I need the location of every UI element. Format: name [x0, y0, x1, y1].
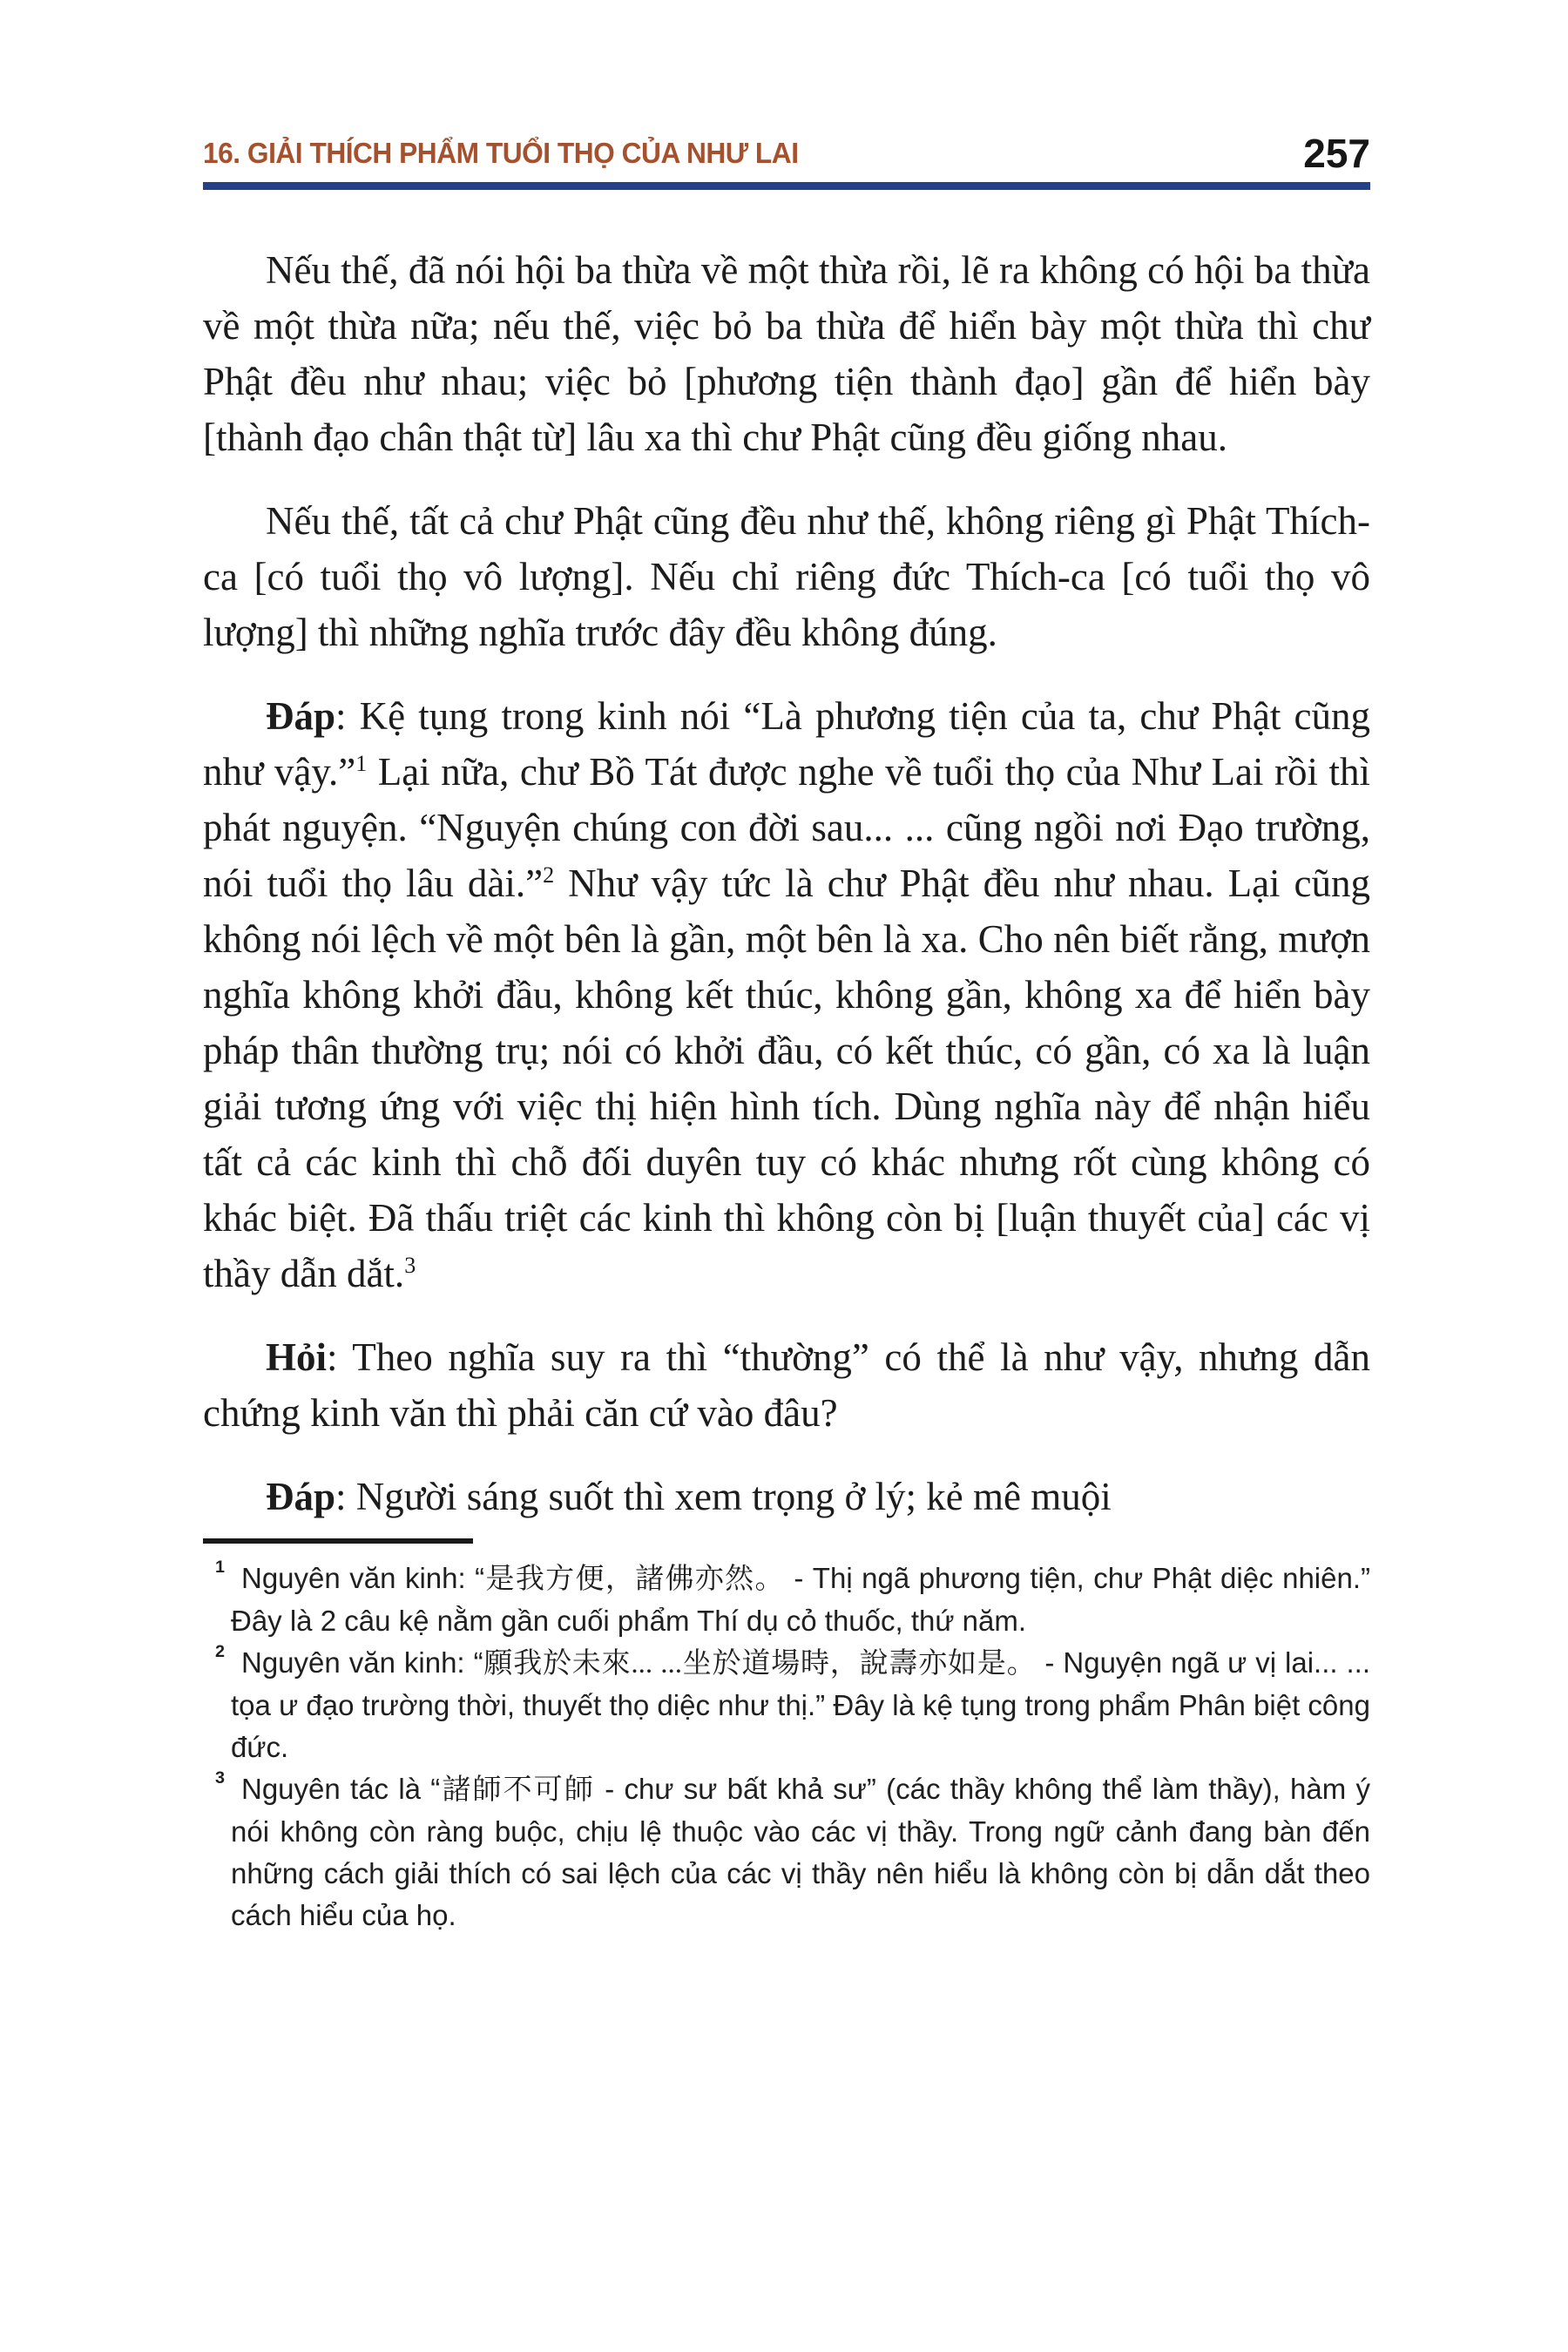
lead-word: Đáp	[266, 694, 336, 738]
header-rule	[203, 182, 1370, 190]
footnote-marker: 3	[215, 1768, 226, 1788]
chinese-citation: 是我方便，諸佛亦然。	[484, 1564, 785, 1595]
footnote-reference: 3	[404, 1253, 416, 1278]
footnote-marker: 2	[215, 1642, 226, 1661]
chinese-citation: 諸師不可師	[440, 1774, 595, 1806]
running-header-title: 16. GIẢI THÍCH PHẨM TUỔI THỌ CỦA NHƯ LAI	[203, 137, 799, 169]
footnote: 3 Nguyên tác là “諸師不可師 - chư sư bất khả sư” (các thầy không thể làm thầy), hàm ý nói không còn ràng buộc, chịu lệ thuộc vào các vị thầy. Trong ngữ cảnh đang bàn đến những cách giải thích có sai lệch của các vị thầy nên hiểu là không còn bị dẫn dắt theo cách hiểu của họ.	[203, 1768, 1370, 1936]
paragraph: Đáp: Người sáng suốt thì xem trọng ở lý; kẻ mê muội	[266, 1475, 1112, 1518]
footnote-separator-rule	[203, 1538, 473, 1544]
footnote: 1 Nguyên văn kinh: “是我方便，諸佛亦然。 - Thị ngã phương tiện, chư Phật diệc nhiên.” Đây là 2 câu kệ nằm gần cuối phẩm Thí dụ cỏ thuốc, thứ năm.	[203, 1558, 1370, 1642]
footnote-marker: 1	[215, 1558, 226, 1577]
paragraph: Hỏi: Theo nghĩa suy ra thì “thường” có thể là như vậy, nhưng dẫn chứng kinh văn thì phải căn cứ vào đâu?	[203, 1335, 1370, 1435]
footnote-reference: 2	[543, 862, 555, 888]
lead-word: Hỏi	[266, 1335, 328, 1379]
footnotes	[203, 1558, 1370, 1936]
paragraph: Nếu thế, đã nói hội ba thừa về một thừa rồi, lẽ ra không có hội ba thừa về một thừa nữa; nếu thế, việc bỏ ba thừa để hiển bày một thừa thì chư Phật đều như nhau; việc bỏ [phương tiện thành đạo] gần để hiển bày [thành đạo chân thật từ] lâu xa thì chư Phật cũng đều giống nhau.	[203, 248, 1370, 459]
paragraph: Nếu thế, tất cả chư Phật cũng đều như thế, không riêng gì Phật Thích-ca [có tuổi thọ vô lượng]. Nếu chỉ riêng đức Thích-ca [có tuổi thọ vô lượng] thì những nghĩa trước đây đều không đúng.	[203, 499, 1370, 654]
body-text	[203, 242, 1370, 1524]
running-header	[203, 131, 1370, 176]
footnote: 2 Nguyên văn kinh: “願我於未來... ...坐於道場時，說壽亦如是。 - Nguyện ngã ư vị lai... ... tọa ư đạo trường thời, thuyết thọ diệc như thị.” Đây là kệ tụng trong phẩm Phân biệt công đức.	[203, 1642, 1370, 1768]
footnote-reference: 1	[355, 751, 368, 776]
paragraph: Đáp: Kệ tụng trong kinh nói “Là phương tiện của ta, chư Phật cũng như vậy.”$^1$ Lại nữa, chư Bồ Tát được nghe về tuổi thọ của Như Lai rồi thì phát nguyện. “Nguyện chúng con đời sau... ... cũng ngồi nơi Đạo trường, nói tuổi thọ lâu dài.”$^2$ Như vậy tức là chư Phật đều như nhau. Lại cũng không nói lệch về một bên là gần, một bên là xa. Cho nên biết rằng, mượn nghĩa không khởi đầu, không kết thúc, không gần, không xa để hiển bày pháp thân thường trụ; nói có khởi đầu, có kết thúc, có gần, có xa là luận giải tương ứng với việc thị hiện hình tích. Dùng nghĩa này để nhận hiểu tất cả các kinh thì chỗ đối duyên tuy có khác nhưng rốt cùng không có khác biệt. Đã thấu triệt các kinh thì không còn bị [luận thuyết của] các vị thầy dẫn dắt.$^3$	[203, 694, 1371, 1295]
chinese-citation: 願我於未來... ...坐於道場時，說壽亦如是。	[483, 1648, 1037, 1680]
page-number: 257	[1303, 131, 1370, 176]
lead-word: Đáp	[266, 1475, 336, 1518]
